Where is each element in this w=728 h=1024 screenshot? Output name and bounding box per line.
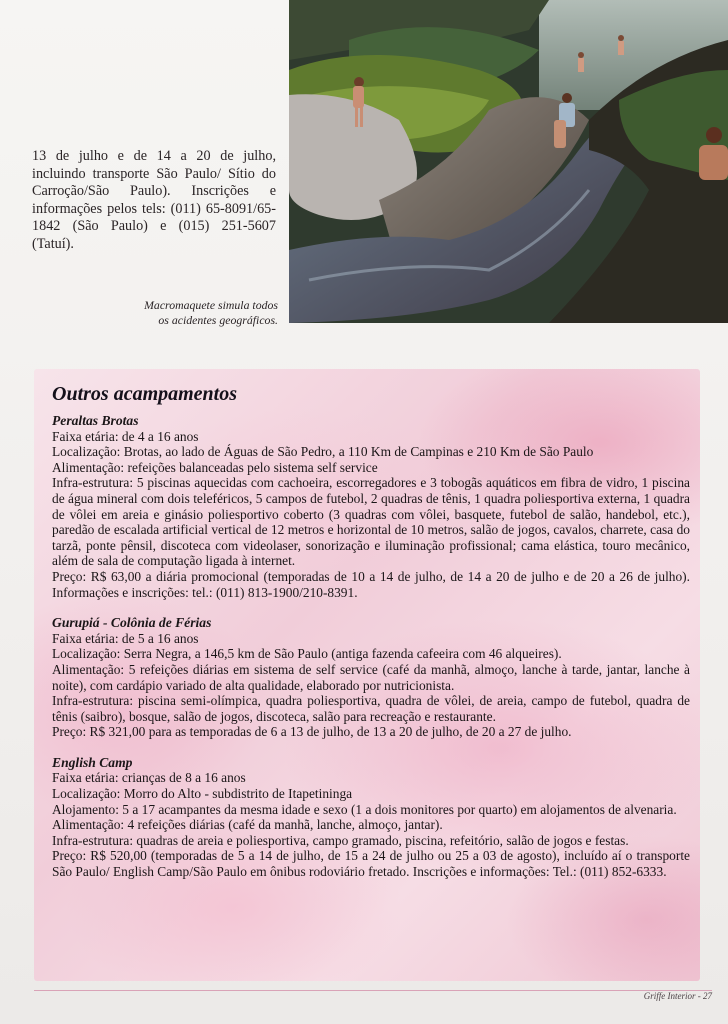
camp-detail: Alimentação: refeições balanceadas pelo sistema self service [52, 459, 378, 475]
camp-detail: Infra-estrutura: piscina semi-olímpica, quadra poliesportiva, quadra de vôlei, de areia, campo de futebol, quadra de tênis (saibro), bosque, salão de jogos, discoteca, salão para recreação e restaurante. [52, 693, 690, 724]
box-title: Outros acampamentos [52, 383, 238, 405]
camp-detail: Localização: Morro do Alto - subdistrito de Itapetininga [52, 786, 353, 802]
intro-paragraph: 13 de julho e de 14 a 20 de julho, incluindo transporte São Paulo/ Sítio do Carroção/São Paulo). Inscrições e informações pelos tels: (011) 65-8091/65-1842 (São Paulo) e (015) 251-5607 (Tatuí). [32, 148, 276, 252]
footer-rule [34, 990, 712, 991]
hot-springs-photo [289, 0, 728, 323]
camp-detail: Infra-estrutura: quadras de areia e poliesportiva, campo gramado, piscina, refeitório, salão de jogos e festas. [52, 832, 629, 848]
camp-detail: Alimentação: 5 refeições diárias em sistema de self service (café da manhã, almoço, lanche à tarde, jantar, lanche à noite), com cardápio variado de alta qualidade, elaborado por nutricionista. [52, 661, 690, 693]
camp-detail: Faixa etária: de 4 a 16 anos [52, 428, 199, 444]
camp-detail: Localização: Serra Negra, a 146,5 km de São Paulo (antiga fazenda cafeeira com 46 alqueires). [52, 646, 562, 662]
camp-name: Peraltas Brotas [52, 413, 139, 428]
photo-caption [110, 298, 278, 328]
camp-detail: Faixa etária: crianças de 8 a 16 anos [52, 770, 246, 786]
page-footer: Griffe Interior - 27 [643, 991, 712, 1001]
caption-line: os acidentes geográficos. [158, 313, 278, 327]
camp-detail: Preço: R$ 520,00 (temporadas de 5 a 14 de julho, de 15 a 24 de julho ou 25 a 03 de agosto), incluído aí o transporte São Paulo/ English Camp/São Paulo em ônibus rodoviário fretado. Inscrições e informações: Tel.: (011) 852-6333. [52, 848, 690, 880]
caption-line: Macromaquete simula todos [144, 298, 278, 312]
camp-detail: Preço: R$ 63,00 a diária promocional (temporadas de 10 a 14 de julho, de 14 a 20 de julho e de 20 a 26 de julho). Informações e inscrições: tel.: (011) 813-1900/210-8391. [52, 568, 690, 600]
camp-name: English Camp [52, 754, 133, 770]
camp-detail: Alojamento: 5 a 17 acampantes da mesma idade e sexo (1 a dois monitores por quarto) em alojamentos de alvenaria. [52, 801, 677, 817]
camp-name: Gurupiá - Colônia de Férias [52, 615, 212, 631]
camp-entry [52, 615, 690, 740]
other-camps-content [52, 381, 690, 895]
camp-entry [52, 755, 690, 880]
camp-detail: Preço: R$ 321,00 para as temporadas de 6 a 13 de julho, de 13 a 20 de julho, de 20 a 27 de julho. [52, 724, 572, 740]
other-camps-box [34, 369, 700, 981]
camp-detail: Alimentação: 4 refeições diárias (café da manhã, lanche, almoço, jantar). [52, 817, 443, 833]
camp-detail: Infra-estrutura: 5 piscinas aquecidas com cachoeira, escorregadores e 3 tobogãs aquáticos em fibra de vidro, 1 piscina de água mineral com dois teleféricos, 5 campos de futebol, 2 quadras de tênis, 1 quadra poliesportiva externa, 1 quadra de vôlei em areia e ginásio poliesportivo coberto (3 quadras com vôlei, basquete, futebol de salão, handebol, etc.), paredão de escalada artificial vertical de 12 metros e horizontal de 10 metros, salão de jogos, cavalos, charrete, casa do tarzã, ponte pênsil, discoteca com videolaser, sonorização e iluminação profissional; cama elástica, touro mecânico, além de sala de computação ligada à internet. [52, 475, 690, 569]
camp-entry [52, 413, 690, 600]
camp-detail: Faixa etária: de 5 a 16 anos [52, 630, 199, 646]
camp-detail: Localização: Brotas, ao lado de Águas de São Pedro, a 110 Km de Campinas e 210 Km de São Paulo [52, 444, 594, 460]
